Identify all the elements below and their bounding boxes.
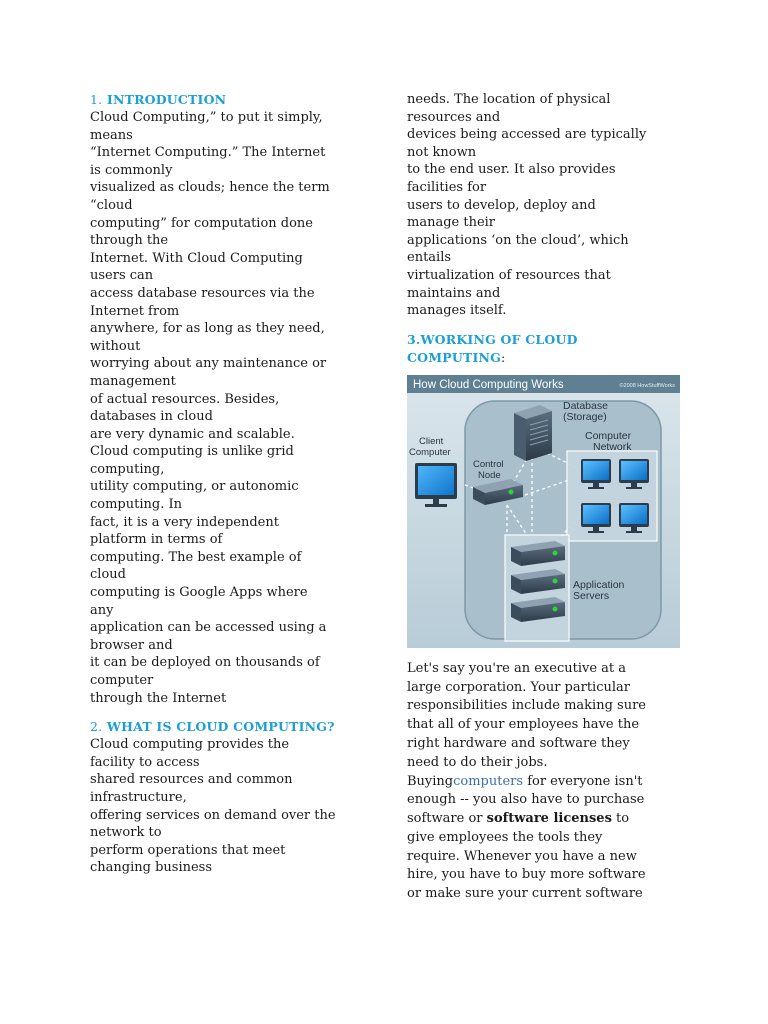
- section-heading-what-is-cloud-computing: 2. WHAT IS CLOUD COMPUTING?: [90, 719, 335, 735]
- body-text-line: it can be deployed on thousands of: [90, 655, 320, 671]
- body-text-line: applications ‘on the cloud’, which: [407, 232, 629, 248]
- body-text-line: users can: [90, 268, 154, 284]
- body-text-line: Cloud Computing,” to put it simply,: [90, 110, 323, 125]
- label-application: Application: [573, 578, 625, 591]
- body-text-line: access database resources via the: [90, 285, 315, 301]
- body-text-line: large corporation. Your particular: [407, 679, 630, 695]
- left-column: [90, 91, 372, 877]
- label-control: Control: [473, 458, 504, 470]
- body-text-line: Let's say you're an executive at a: [407, 660, 627, 676]
- body-text-line: computing” for computation done: [90, 215, 313, 231]
- continued-paragraph: [407, 91, 681, 320]
- introduction-body: [90, 109, 372, 707]
- database-server: [514, 405, 552, 461]
- body-text-line: databases in cloud: [90, 409, 213, 425]
- cloud-computing-diagram: [407, 375, 680, 648]
- body-text-line: visualized as clouds; hence the term: [90, 180, 330, 196]
- label-node: Node: [478, 469, 501, 481]
- body-text-line: management: [90, 373, 176, 389]
- enough-line: enough -- you also have to purchase: [407, 792, 645, 808]
- body-text-line: right hardware and software they: [407, 735, 630, 751]
- body-text-line: cloud: [90, 567, 126, 583]
- right-column: [407, 91, 681, 904]
- body-text-line: of actual resources. Besides,: [90, 391, 280, 407]
- label-client: Client: [419, 435, 444, 447]
- body-text-line: needs. The location of physical: [407, 92, 611, 107]
- body-text-line: virtualization of resources that: [407, 267, 611, 283]
- body-text-line: Cloud computing is unlike grid: [90, 444, 294, 460]
- body-text-line: facilities for: [407, 179, 487, 195]
- body-text-line: manages itself.: [407, 303, 507, 319]
- body-text-line: responsibilities include making sure: [407, 698, 646, 714]
- body-text-line: or make sure your current software: [407, 886, 643, 902]
- body-text-line: computer: [90, 673, 154, 688]
- body-text-line: application can be accessed using a: [90, 620, 327, 636]
- section-heading-introduction: 1. INTRODUCTION: [90, 92, 227, 107]
- what-is-body: [90, 736, 372, 877]
- body-text-line: network to: [90, 825, 162, 841]
- label-storage: (Storage): [563, 410, 607, 423]
- body-text-line: anywhere, for as long as they need,: [90, 321, 325, 337]
- body-text-line: through the Internet: [90, 690, 227, 706]
- body-text-line: “Internet Computing.” The Internet: [90, 145, 326, 161]
- body-text-line: not known: [407, 144, 477, 160]
- body-text-line: platform in terms of: [90, 532, 223, 548]
- label-database: Database: [563, 399, 608, 412]
- software-licenses-bold: software licenses: [486, 811, 612, 827]
- body-text-line: changing business: [90, 860, 213, 876]
- body-text-line: is commonly: [90, 162, 173, 178]
- body-text-line: through the: [90, 233, 169, 249]
- buying-line: Buyingcomputers for everyone isn't: [407, 773, 643, 789]
- label-servers: Servers: [573, 589, 610, 602]
- body-text-line: shared resources and common: [90, 772, 293, 788]
- body-text-line: are very dynamic and scalable.: [90, 426, 295, 442]
- software-line: software or software licenses to: [407, 811, 630, 827]
- body-text-line: worrying about any maintenance or: [90, 356, 327, 372]
- label-network-computer: Computer: [585, 429, 632, 442]
- label-client-computer: Computer: [409, 446, 451, 458]
- body-text-line: Internet. With Cloud Computing: [90, 250, 303, 266]
- body-text-line: browser and: [90, 637, 173, 653]
- body-text-line: without: [90, 338, 141, 354]
- body-text-line: hire, you have to buy more software: [407, 867, 646, 883]
- body-text-line: any: [90, 602, 114, 618]
- body-text-line: to the end user. It also provides: [407, 162, 616, 178]
- body-text-line: manage their: [407, 215, 496, 231]
- body-text-line: “cloud: [90, 197, 133, 213]
- body-text-line: Internet from: [90, 303, 180, 319]
- computers-link[interactable]: computers: [453, 773, 524, 789]
- body-text-line: computing,: [90, 461, 165, 477]
- body-text-line: fact, it is a very independent: [90, 514, 279, 530]
- body-text-line: devices being accessed are typically: [407, 127, 647, 143]
- body-text-line: maintains and: [407, 285, 501, 301]
- label-network: Network: [593, 440, 632, 453]
- body-text-line: utility computing, or autonomic: [90, 479, 299, 495]
- diagram-title: How Cloud Computing Works: [413, 378, 564, 391]
- diagram-credit: ©2008 HowStuffWorks: [619, 382, 675, 389]
- body-text-line: computing is Google Apps where: [90, 585, 308, 601]
- body-text-line: users to develop, deploy and: [407, 197, 596, 213]
- executive-paragraph: [407, 660, 681, 904]
- section-heading-working-line2: COMPUTING:: [407, 349, 506, 365]
- body-text-line: resources and: [407, 109, 501, 125]
- body-text-line: facility to access: [90, 754, 200, 770]
- body-text-line: entails: [407, 250, 452, 266]
- body-text-line: means: [90, 127, 133, 143]
- section-heading-working: 3.WORKING OF CLOUD: [407, 331, 578, 347]
- body-text-line: infrastructure,: [90, 789, 187, 805]
- body-text-line: that all of your employees have the: [407, 717, 640, 733]
- body-text-line: computing. In: [90, 497, 182, 513]
- body-text-line: Cloud computing provides the: [90, 737, 290, 753]
- body-text-line: offering services on demand over the: [90, 807, 336, 823]
- body-text-line: require. Whenever you have a new: [407, 848, 637, 864]
- body-text-line: need to do their jobs.: [407, 754, 548, 770]
- body-text-line: give employees the tools they: [407, 829, 603, 845]
- body-text-line: perform operations that meet: [90, 842, 286, 858]
- body-text-line: computing. The best example of: [90, 549, 302, 565]
